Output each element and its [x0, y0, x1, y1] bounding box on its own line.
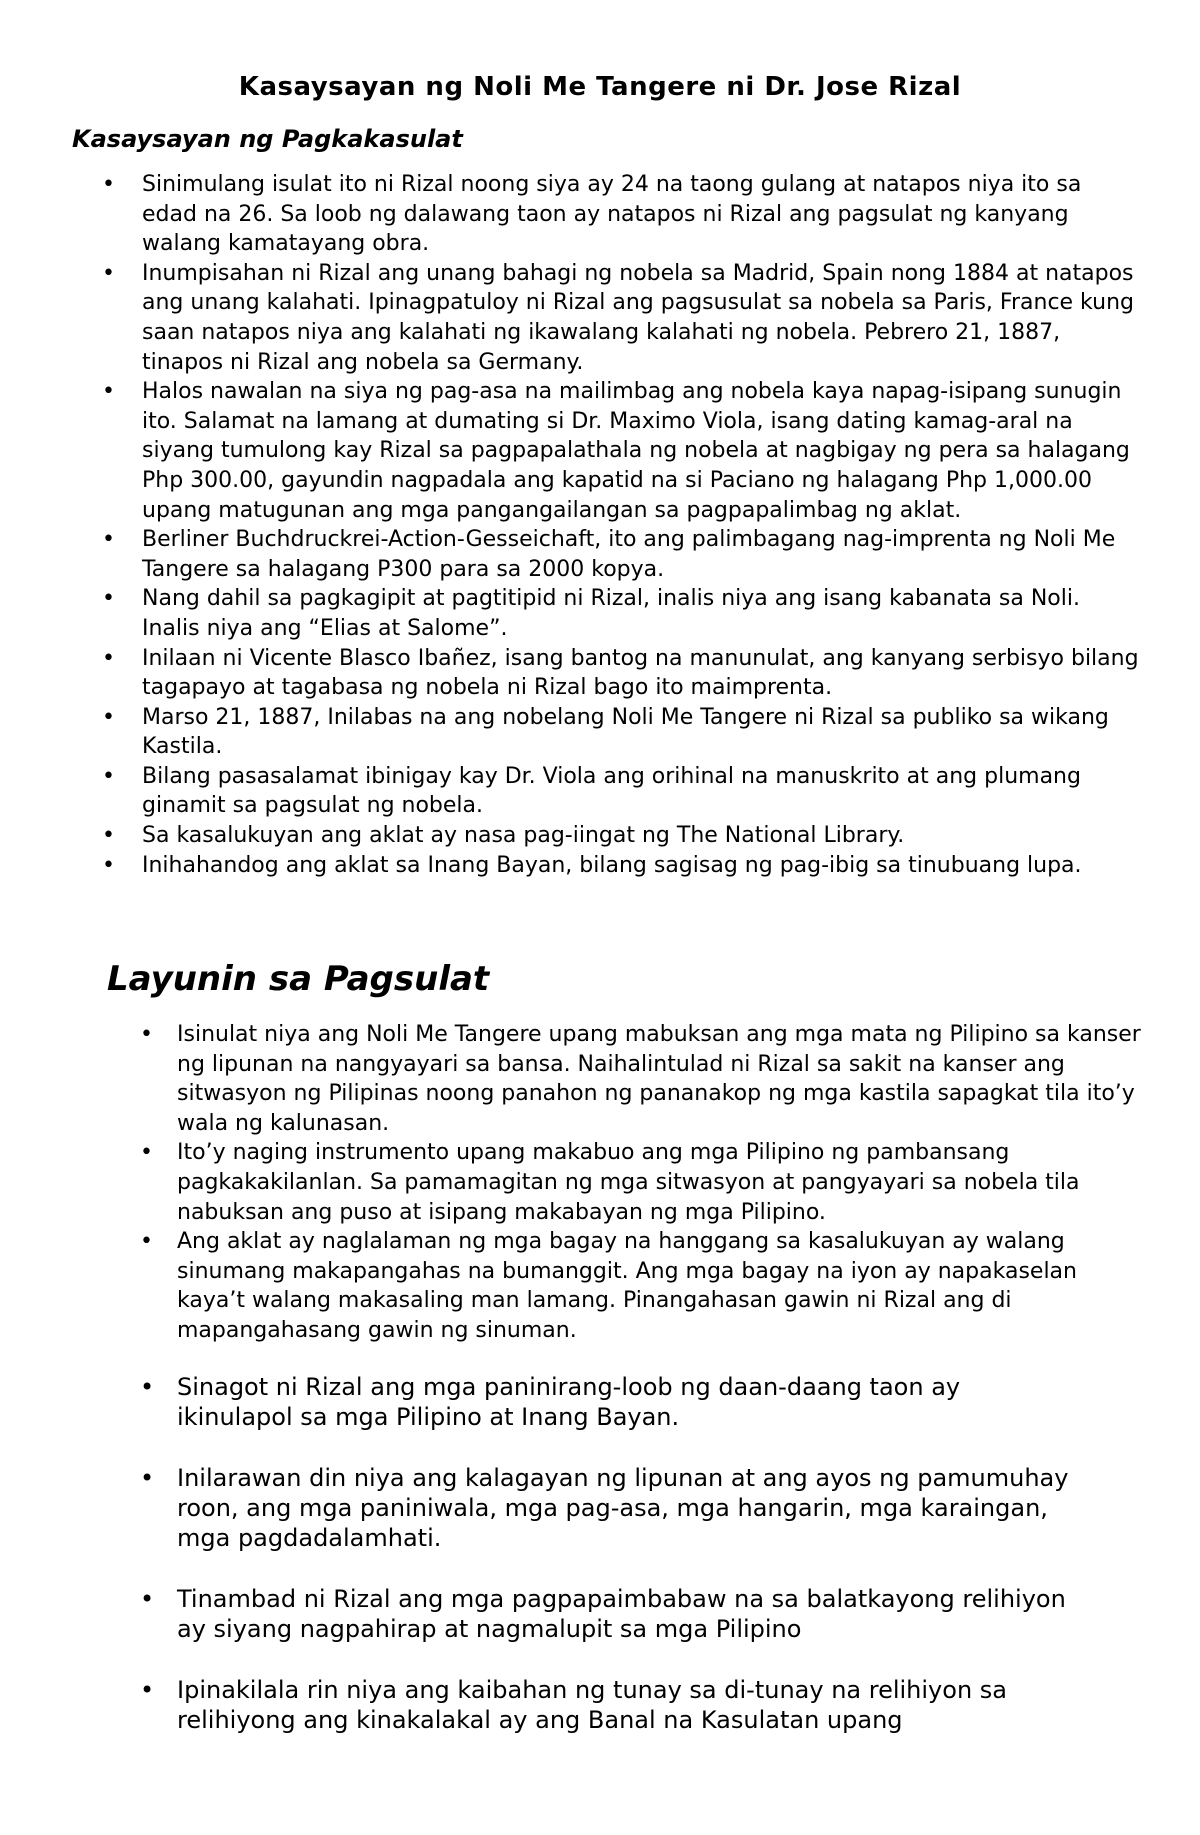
bullet-list-layunin-large [140, 1372, 1077, 1766]
bullet-icon: • [102, 527, 115, 553]
list-item [102, 821, 1142, 851]
document-title: Kasaysayan ng Noli Me Tangere ni Dr. Jose Rizal [238, 72, 962, 102]
list-item-text: Marso 21, 1887, Inilabas na ang nobelang Noli Me Tangere ni Rizal sa publiko sa wikang Kastila. [142, 704, 1109, 760]
bullet-icon: • [140, 1676, 155, 1704]
list-item [140, 1675, 1077, 1735]
list-item [140, 1463, 1077, 1553]
bullet-list-kasaysayan [102, 170, 1142, 880]
section-heading-layunin: Layunin sa Pagsulat [107, 959, 490, 999]
list-item-text: Tinambad ni Rizal ang mga pagpapaimbabaw na sa balatkayong relihiyon ay siyang nagpahirap at nagmalupit sa mga Pilipino [177, 1585, 1066, 1643]
list-item-text: Sa kasalukuyan ang aklat ay nasa pag-iingat ng The National Library. [142, 823, 905, 849]
list-item-text: Nang dahil sa pagkagipit at pagtitipid ni Rizal, inalis niya ang isang kabanata sa Noli. Inalis niya ang “Elias at Salome”. [142, 586, 1080, 641]
bullet-icon: • [102, 379, 115, 405]
list-item-text: Sinagot ni Rizal ang mga paninirang-loob ng daan-daang taon ay ikinulapol sa mga Pilipino at Inang Bayan. [177, 1373, 961, 1431]
list-item [102, 377, 1142, 525]
bullet-icon: • [102, 763, 115, 789]
bullet-icon: • [102, 645, 115, 671]
list-item-text: Ang aklat ay naglalaman ng mga bagay na hanggang sa kasalukuyan ay walang sinumang makapangahas na bumanggit. Ang mga bagay na iyon ay napakaselan kaya’t walang makasaling man lamang. Pinangahasan gawin ni Rizal ang di mapangahasang gawin ng sinuman. [177, 1229, 1077, 1343]
list-item [140, 1020, 1147, 1138]
list-item-text: Ito’y naging instrumento upang makabuo ang mga Pilipino ng pambansang pagkakakilanlan. Sa pamamagitan ng mga sitwasyon at pangyayari sa nobela tila nabuksan ang puso at isipang makabayan ng mga Pilipino. [177, 1140, 1080, 1225]
bullet-icon: • [102, 823, 115, 849]
list-item-text: Isinulat niya ang Noli Me Tangere upang mabuksan ang mga mata ng Pilipino sa kanser ng lipunan na nangyayari sa bansa. Naihalintulad ni Rizal sa sakit na kanser ang sitwasyon ng Pilipinas noong panahon ng pananakop ng mga kastila sapagkat tila ito’y wala ng kalunasan. [177, 1022, 1141, 1136]
bullet-icon: • [140, 1140, 153, 1166]
bullet-icon: • [102, 260, 115, 286]
bullet-icon: • [102, 852, 115, 878]
list-item-text: Ipinakilala rin niya ang kaibahan ng tunay sa di-tunay na relihiyon sa relihiyong ang kinakalakal ay ang Banal na Kasulatan upang [177, 1676, 1007, 1734]
section-heading-kasaysayan: Kasaysayan ng Pagkakasulat [72, 125, 463, 153]
bullet-icon: • [140, 1229, 153, 1255]
bullet-icon: • [140, 1022, 153, 1047]
list-item-text: Inumpisahan ni Rizal ang unang bahagi ng nobela sa Madrid, Spain nong 1884 at natapos ang unang kalahati. Ipinagpatuloy ni Rizal ang pagsusulat sa nobela sa Paris, France kung saan natapos niya ang kalahati ng ikawalang kalahati ng nobela. Pebrero 21, 1887, tinapos ni Rizal ang nobela sa Germany. [142, 260, 1134, 375]
list-item [140, 1138, 1147, 1227]
bullet-icon: • [102, 586, 115, 612]
bullet-icon: • [140, 1373, 155, 1401]
list-item-text: Berliner Buchdruckrei-Action-Gesseichaft, ito ang palimbagang nag-imprenta ng Noli Me Tangere sa halagang P300 para sa 2000 kopya. [142, 527, 1116, 582]
list-item-text: Bilang pasasalamat ibinigay kay Dr. Viola ang orihinal na manuskrito at ang plumang ginamit sa pagsulat ng nobela. [142, 763, 1081, 819]
bullet-icon: • [140, 1585, 155, 1613]
list-item [102, 851, 1142, 881]
bullet-icon: • [102, 172, 115, 197]
list-item [140, 1227, 1147, 1345]
list-item [140, 1584, 1077, 1644]
list-item [102, 259, 1142, 377]
list-item-text: Sinimulang isulat ito ni Rizal noong siya ay 24 na taong gulang at natapos niya ito sa edad na 26. Sa loob ng dalawang taon ay natapos ni Rizal ang pagsulat ng kanyang walang kamatayang obra. [142, 172, 1082, 257]
list-item [102, 703, 1142, 762]
list-item [102, 762, 1142, 821]
list-item [102, 584, 1142, 643]
bullet-icon: • [102, 704, 115, 730]
list-item-text: Inilaan ni Vicente Blasco Ibañez, isang bantog na manunulat, ang kanyang serbisyo bilang tagapayo at tagabasa ng nobela ni Rizal bago ito maimprenta. [142, 645, 1139, 701]
list-item-text: Inilarawan din niya ang kalagayan ng lipunan at ang ayos ng pamumuhay roon, ang mga paniniwala, mga pag-asa, mga hangarin, mga karaingan, mga pagdadalamhati. [177, 1464, 1069, 1552]
list-item [102, 525, 1142, 584]
bullet-list-layunin [140, 1020, 1147, 1346]
list-item-text: Halos nawalan na siya ng pag-asa na mailimbag ang nobela kaya napag-isipang sunugin ito. Salamat na lamang at dumating si Dr. Maximo Viola, isang dating kamag-aral na siyang tumulong kay Rizal sa pagpapalathala ng nobela at nagbigay ng pera sa halagang Php 300.00, gayundin nagpadala ang kapatid na si Paciano ng halagang Php 1,000.00 upang matugunan ang mga pangangailangan sa pagpapalimbag ng aklat. [142, 379, 1130, 523]
list-item [102, 170, 1142, 259]
list-item [102, 644, 1142, 703]
list-item-text: Inihahandog ang aklat sa Inang Bayan, bilang sagisag ng pag-ibig sa tinubuang lupa. [142, 852, 1082, 878]
list-item [140, 1372, 1077, 1432]
bullet-icon: • [140, 1464, 155, 1492]
